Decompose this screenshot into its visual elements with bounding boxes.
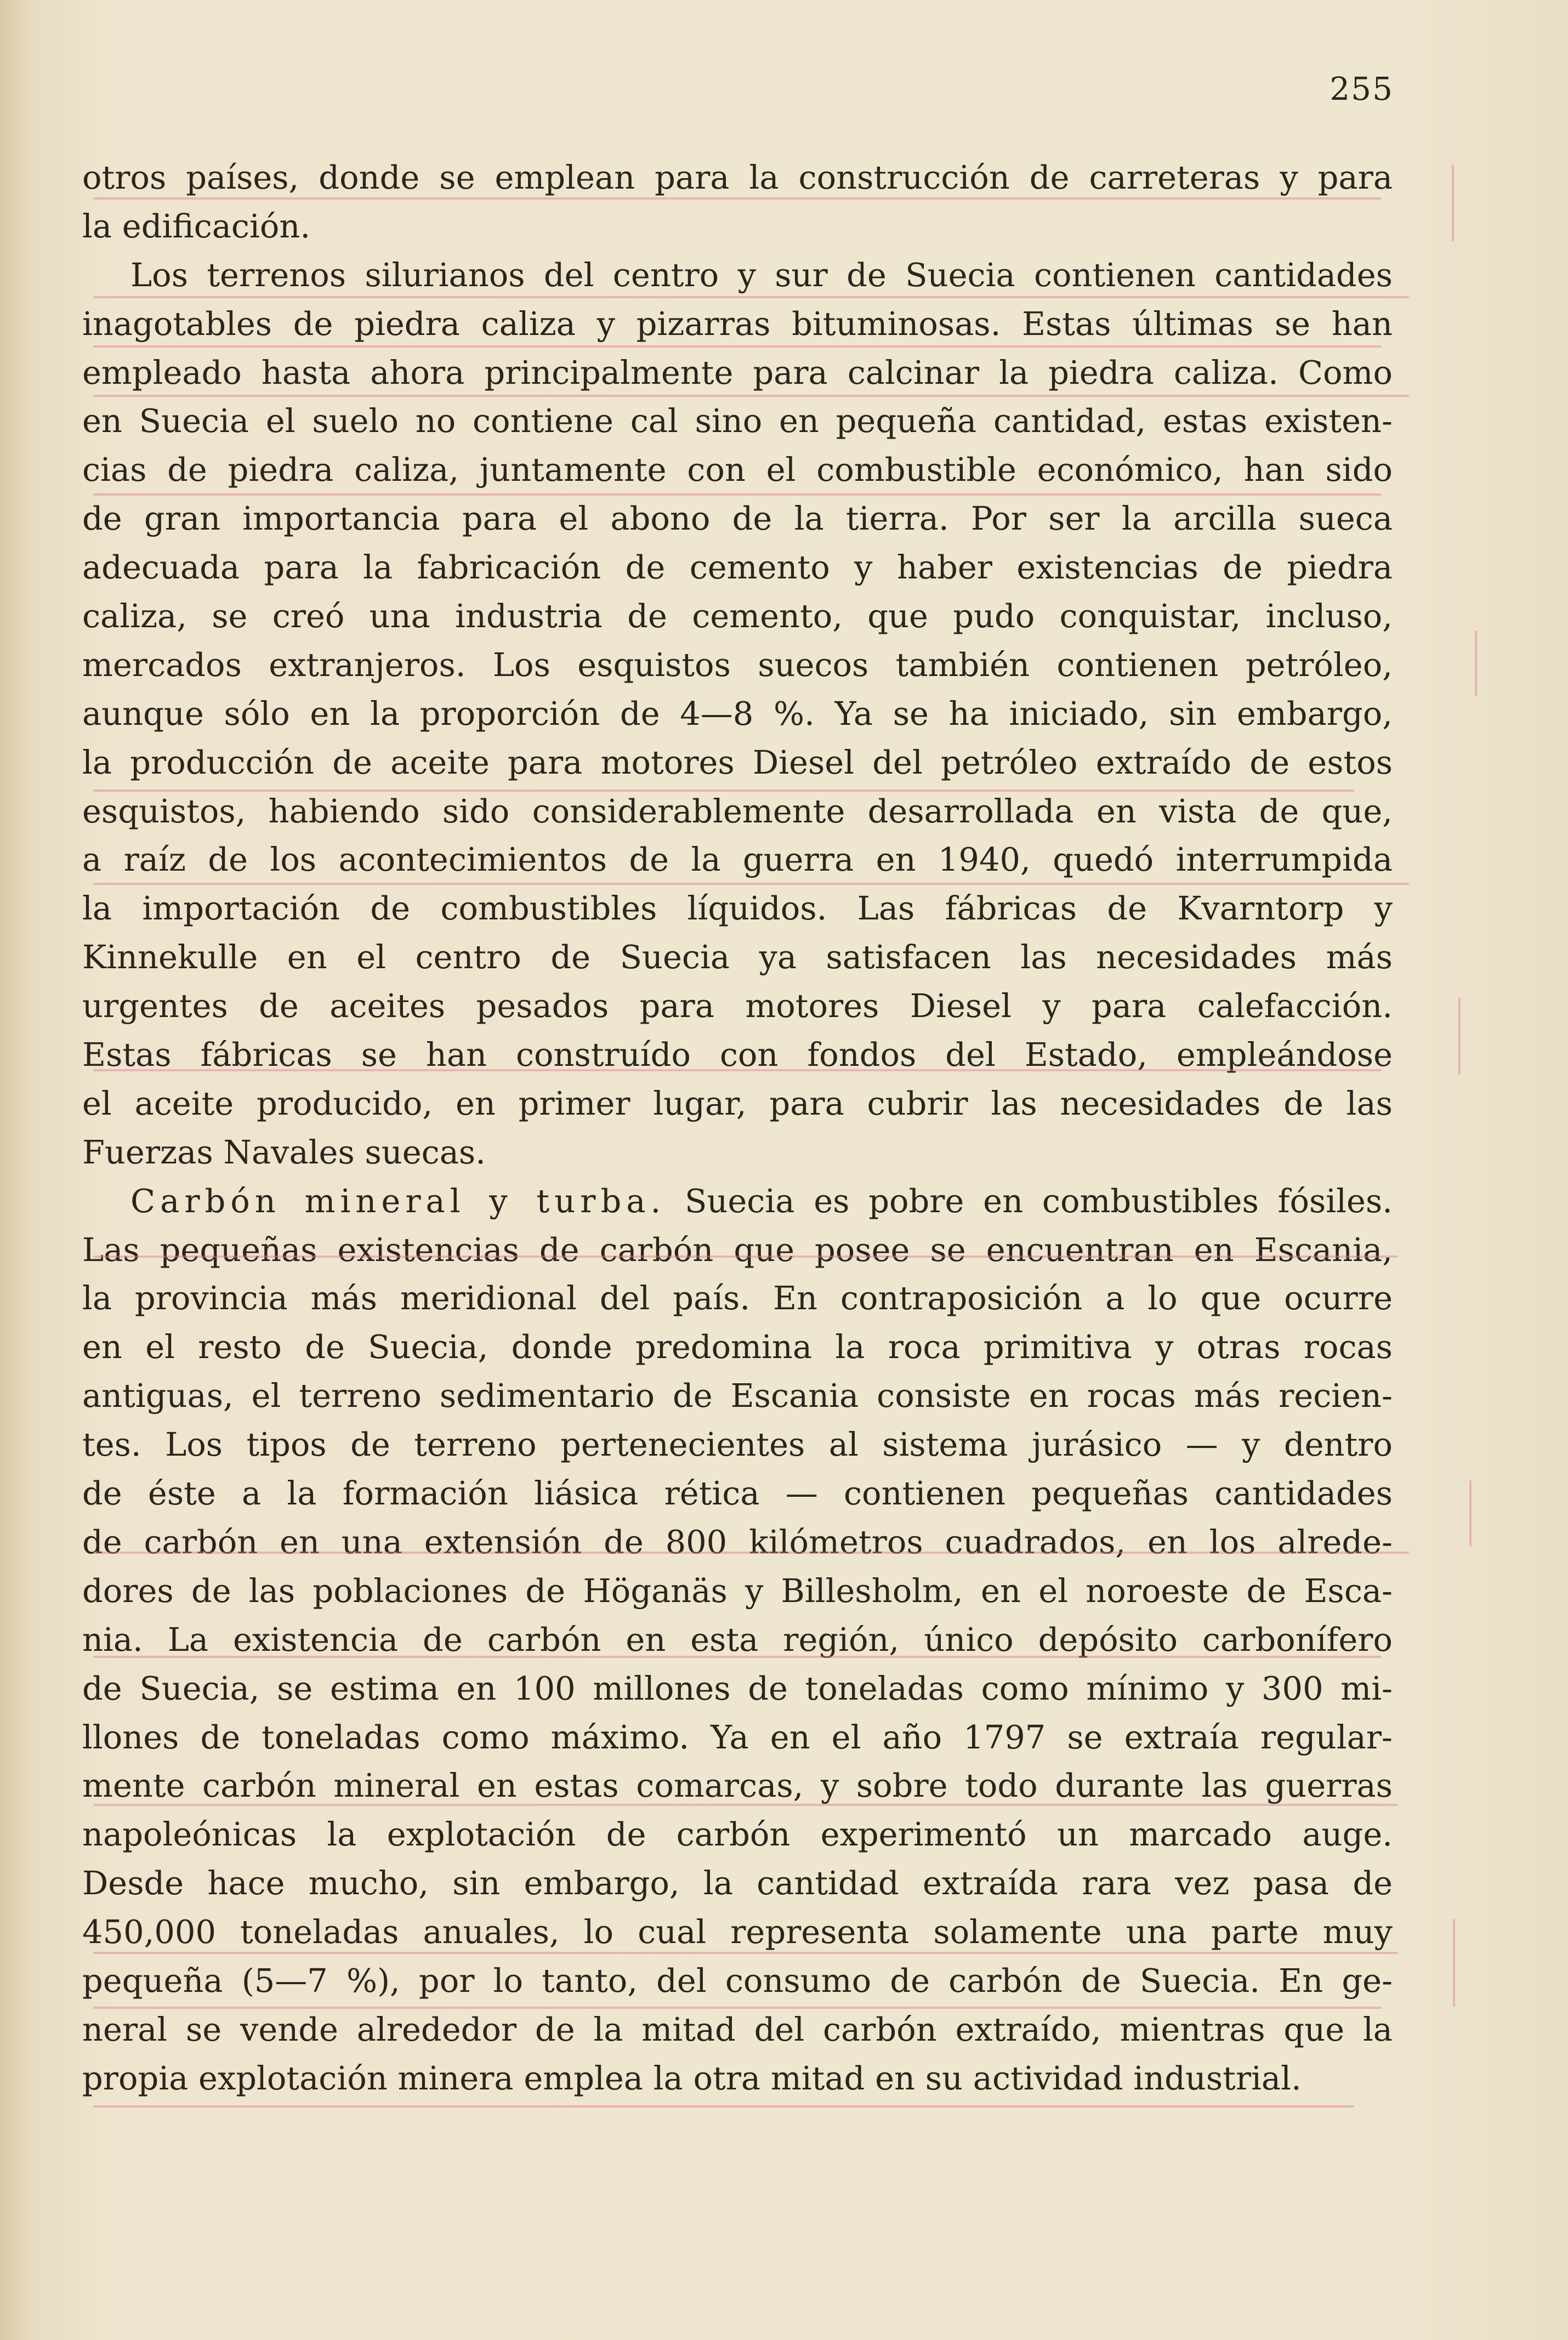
heading-sentence: Suecia es pobre en combustibles fósiles.: [684, 1182, 1393, 1220]
text-line: empleado hasta ahora principalmente para calcinar la piedra caliza. Como: [82, 353, 1393, 391]
text-line: Desde hace mucho, sin embargo, la cantidad extraída rara vez pasa de: [82, 1864, 1393, 1902]
text-line: napoleónicas la explotación de carbón experimentó un marcado auge.: [82, 1815, 1393, 1854]
text-line: la producción de aceite para motores Diesel del petróleo extraído de estos: [82, 743, 1393, 781]
text-line: adecuada para la fabricación de cemento y haber existencias de piedra: [82, 548, 1393, 587]
highlight-mark: [93, 790, 1354, 792]
text-line: en Suecia el suelo no contiene cal sino en pequeña cantidad, estas existen-: [82, 402, 1393, 440]
text-line: de gran importancia para el abono de la tierra. Por ser la arcilla sueca: [82, 499, 1393, 538]
highlight-mark: [93, 197, 1382, 200]
text-line: aunque sólo en la proporción de 4—8 %. Ya se ha iniciado, sin embargo,: [82, 694, 1393, 732]
text-line: [82, 1177, 1393, 1226]
highlight-mark: [93, 1256, 1398, 1258]
text-line: propia explotación minera emplea la otra mitad en su actividad industrial.: [82, 2059, 1302, 2097]
text-line: de éste a la formación liásica rética — contienen pequeñas cantidades: [82, 1474, 1393, 1513]
text-line: llones de toneladas como máximo. Ya en el año 1797 se extraía regular-: [82, 1718, 1393, 1756]
text-line: tes. Los tipos de terreno pertenecientes al sistema jurásico — y dentro: [82, 1425, 1393, 1464]
text-line: el aceite producido, en primer lugar, para cubrir las necesidades de las: [82, 1084, 1393, 1122]
text-line: neral se vende alrededor de la mitad del carbón extraído, mientras que la: [82, 2010, 1393, 2048]
highlight-mark: [93, 1552, 1409, 1554]
text-line: 450,000 toneladas anuales, lo cual representa solamente una parte muy: [82, 1913, 1393, 1951]
highlight-mark: [93, 2105, 1354, 2108]
highlight-mark: [93, 2007, 1382, 2009]
text-line: mercados extranjeros. Los esquistos suecos también contienen petróleo,: [82, 645, 1393, 684]
text-line: Estas fábricas se han construído con fondos del Estado, empleándose: [82, 1036, 1393, 1074]
text-line: Fuerzas Navales suecas.: [82, 1133, 486, 1171]
highlight-mark: [93, 1804, 1398, 1806]
text-line: de Suecia, se estima en 100 millones de toneladas como mínimo y 300 mi-: [82, 1669, 1393, 1707]
highlight-mark: [93, 395, 1409, 397]
margin-mark: [1469, 1480, 1472, 1546]
text-line: caliza, se creó una industria de cemento, que pudo conquistar, incluso,: [82, 597, 1393, 635]
highlight-mark: [93, 1952, 1398, 1954]
body-text: [82, 154, 1393, 2103]
margin-mark: [1452, 164, 1454, 241]
highlight-mark: [93, 296, 1409, 298]
text-line: esquistos, habiendo sido considerablemente desarrollada en vista de que,: [82, 792, 1393, 830]
text-line: Las pequeñas existencias de carbón que posee se encuentran en Escania,: [82, 1230, 1393, 1269]
text-line: la importación de combustibles líquidos. Las fábricas de Kvarntorp y: [82, 889, 1393, 928]
text-line: nia. La existencia de carbón en esta región, único depósito carbonífero: [82, 1620, 1393, 1659]
text-line: antiguas, el terreno sedimentario de Escania consiste en rocas más recien-: [82, 1377, 1393, 1415]
text-line: otros países, donde se emplean para la construcción de carreteras y para: [82, 158, 1393, 196]
margin-mark: [1475, 631, 1477, 696]
margin-mark: [1453, 1919, 1455, 2007]
text-line: Kinnekulle en el centro de Suecia ya satisfacen las necesidades más: [82, 938, 1393, 976]
text-line: la edificación.: [82, 207, 311, 245]
text-line: inagotables de piedra caliza y pizarras bituminosas. Estas últimas se han: [82, 304, 1393, 343]
highlight-mark: [93, 493, 1382, 496]
text-line: mente carbón mineral en estas comarcas, y sobre todo durante las guerras: [82, 1767, 1393, 1805]
text-line: en el resto de Suecia, donde predomina la roca primitiva y otras rocas: [82, 1328, 1393, 1366]
text-line: de carbón en una extensión de 800 kilómetros cuadrados, en los alrede-: [82, 1523, 1393, 1561]
text-line: urgentes de aceites pesados para motores Diesel y para calefacción.: [82, 987, 1393, 1025]
highlight-mark: [93, 345, 1382, 348]
text-line: Los terrenos silurianos del centro y sur de Suecia contienen cantidades: [130, 255, 1393, 294]
margin-mark: [1458, 998, 1461, 1075]
highlight-mark: [93, 1069, 1382, 1071]
section-heading: Carbón mineral y turba.: [130, 1182, 666, 1220]
highlight-mark: [93, 1656, 1382, 1658]
page-number: 255: [1330, 70, 1394, 107]
text-line: cias de piedra caliza, juntamente con el combustible económico, han sido: [82, 451, 1393, 489]
text-line: pequeña (5—7 %), por lo tanto, del consumo de carbón de Suecia. En ge-: [82, 1961, 1393, 2000]
text-line: la provincia más meridional del país. En contraposición a lo que ocurre: [82, 1279, 1393, 1317]
highlight-mark: [93, 883, 1409, 885]
text-line: a raíz de los acontecimientos de la guerra en 1940, quedó interrumpida: [82, 840, 1393, 879]
text-line: dores de las poblaciones de Höganäs y Billesholm, en el noroeste de Esca-: [82, 1571, 1393, 1610]
